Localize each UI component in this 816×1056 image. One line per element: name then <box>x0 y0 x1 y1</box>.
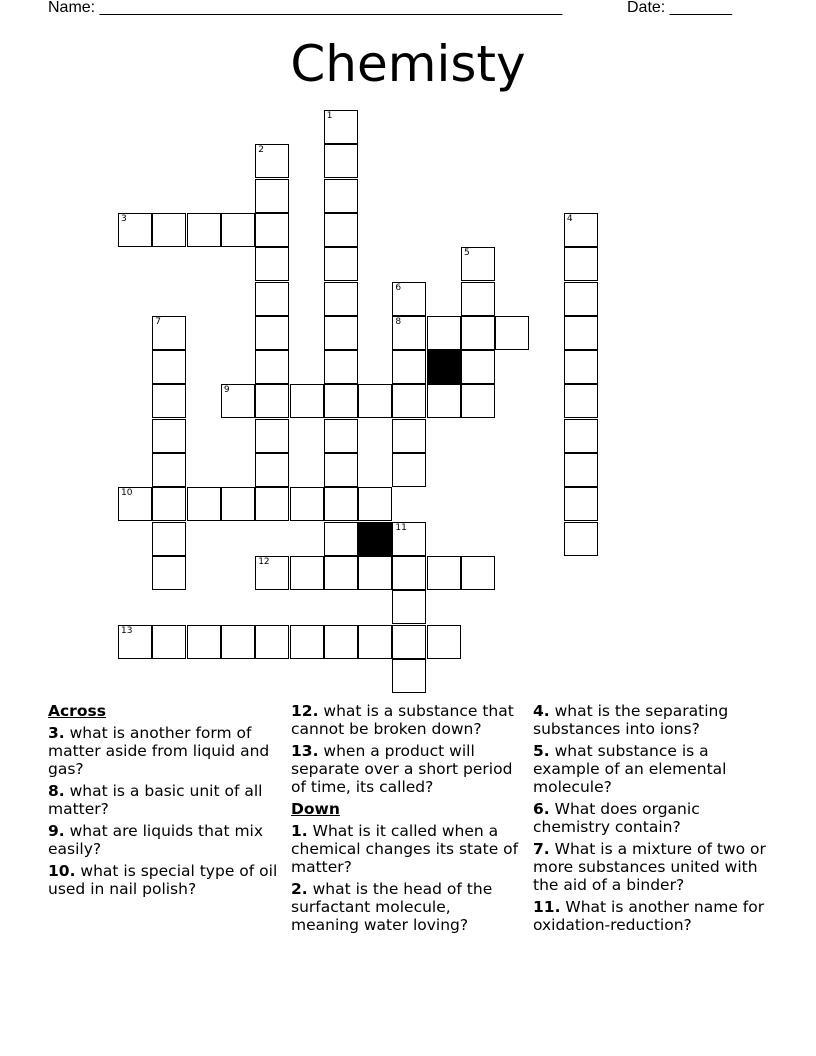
crossword-cell[interactable] <box>255 419 289 453</box>
crossword-cell[interactable] <box>324 316 358 350</box>
crossword-cell[interactable] <box>221 625 255 659</box>
clue-text: What does organic chemistry contain? <box>533 800 700 836</box>
clue-text: what is a basic unit of all matter? <box>48 782 263 818</box>
crossword-cell[interactable] <box>427 556 461 590</box>
crossword-cell[interactable] <box>461 316 495 350</box>
crossword-cell[interactable] <box>255 247 289 281</box>
clue-text: what is the head of the surfactant molecule, meaning water loving? <box>291 880 493 934</box>
crossword-cell[interactable] <box>564 384 598 418</box>
clue-number: 12. <box>291 702 319 720</box>
crossword-cell[interactable] <box>324 110 358 144</box>
crossword-cell[interactable] <box>564 282 598 316</box>
crossword-cell[interactable] <box>564 487 598 521</box>
clue-number-label: 9 <box>223 385 230 396</box>
clue-across-8 <box>48 782 284 818</box>
crossword-cell[interactable] <box>392 625 426 659</box>
clue-number-label: 5 <box>464 248 470 259</box>
clue-text: what is another form of matter aside from liquid and gas? <box>48 724 270 778</box>
crossword-cell[interactable] <box>324 350 358 384</box>
clue-text: What is another name for oxidation-reduction? <box>533 898 765 934</box>
clue-number: 3. <box>48 724 65 742</box>
crossword-cell[interactable] <box>324 282 358 316</box>
clue-text: what is a substance that cannot be broken down? <box>291 702 514 738</box>
crossword-cell[interactable] <box>324 247 358 281</box>
crossword-cell[interactable] <box>392 350 426 384</box>
crossword-cell[interactable] <box>461 384 495 418</box>
crossword-cell[interactable] <box>358 487 392 521</box>
crossword-cell[interactable] <box>255 556 289 590</box>
crossword-cell[interactable] <box>392 659 426 693</box>
crossword-cell[interactable] <box>255 282 289 316</box>
crossword-cell[interactable] <box>461 556 495 590</box>
crossword-cell[interactable] <box>221 213 255 247</box>
clue-number-label: 10 <box>121 488 133 499</box>
crossword-cell[interactable] <box>324 419 358 453</box>
crossword-cell[interactable] <box>324 556 358 590</box>
crossword-cell[interactable] <box>290 384 324 418</box>
crossword-cell[interactable] <box>324 625 358 659</box>
clue-text: What is it called when a chemical changes its state of matter? <box>291 822 519 876</box>
clue-number: 8. <box>48 782 65 800</box>
clue-across-13 <box>291 742 523 796</box>
clue-number-label: 3 <box>121 213 127 224</box>
across-heading: Across <box>48 702 106 720</box>
clue-number: 5. <box>533 742 550 760</box>
crossword-cell[interactable] <box>564 316 598 350</box>
crossword-cell[interactable] <box>564 453 598 487</box>
clue-number-label: 12 <box>258 556 270 567</box>
crossword-cell[interactable] <box>152 453 186 487</box>
crossword-cell[interactable] <box>392 316 426 350</box>
crossword-cell[interactable] <box>290 625 324 659</box>
clue-across-12 <box>291 702 523 738</box>
crossword-cell[interactable] <box>118 487 152 521</box>
crossword-cell[interactable] <box>461 247 495 281</box>
crossword-cell[interactable] <box>564 350 598 384</box>
down-heading: Down <box>291 800 340 818</box>
clue-number-label: 2 <box>258 145 264 156</box>
crossword-cell[interactable] <box>187 487 221 521</box>
clue-number-label: 6 <box>395 282 402 293</box>
clue-text: what substance is a example of an elemental molecule? <box>533 742 727 796</box>
clue-column-3 <box>533 702 773 938</box>
clue-text: what is the separating substances into ions? <box>533 702 729 738</box>
crossword-cell[interactable] <box>358 384 392 418</box>
crossword-cell[interactable] <box>255 384 289 418</box>
crossword-cell[interactable] <box>187 213 221 247</box>
clue-down-7 <box>533 840 773 894</box>
clue-number-label: 13 <box>121 625 133 636</box>
crossword-cell[interactable] <box>324 213 358 247</box>
clue-across-10 <box>48 862 284 898</box>
crossword-cell[interactable] <box>152 487 186 521</box>
clue-number-label: 8 <box>395 316 402 327</box>
clue-number: 9. <box>48 822 65 840</box>
crossword-cell[interactable] <box>564 247 598 281</box>
crossword-cell[interactable] <box>392 522 426 556</box>
crossword-cell[interactable] <box>461 350 495 384</box>
crossword-cell[interactable] <box>221 384 255 418</box>
crossword-cell[interactable] <box>187 625 221 659</box>
crossword-cell[interactable] <box>392 384 426 418</box>
clue-number: 6. <box>533 800 550 818</box>
clue-across-9 <box>48 822 284 858</box>
clue-down-5 <box>533 742 773 796</box>
clue-number-label: 7 <box>155 316 162 327</box>
date-field-label: Date: _______ <box>627 0 732 16</box>
crossword-cell[interactable] <box>152 522 186 556</box>
clue-number: 4. <box>533 702 550 720</box>
crossword-cell[interactable] <box>564 419 598 453</box>
crossword-cell[interactable] <box>118 625 152 659</box>
clue-text: what are liquids that mix easily? <box>48 822 264 858</box>
crossword-cell[interactable] <box>255 179 289 213</box>
crossword-cell[interactable] <box>427 316 461 350</box>
crossword-cell[interactable] <box>392 282 426 316</box>
clue-down-6 <box>533 800 773 836</box>
crossword-cell[interactable] <box>152 316 186 350</box>
clue-number-label: 1 <box>326 111 333 121</box>
crossword-cell[interactable] <box>255 487 289 521</box>
clue-text: What is a mixture of two or more substances united with the aid of a binder? <box>533 840 766 894</box>
clue-down-1 <box>291 822 523 876</box>
clue-number-label: 11 <box>395 522 407 533</box>
clue-text: what is special type of oil used in nail polish? <box>48 862 278 898</box>
clue-number: 13. <box>291 742 319 760</box>
crossword-cell[interactable] <box>564 522 598 556</box>
crossword-cell[interactable] <box>427 625 461 659</box>
clue-number: 7. <box>533 840 550 858</box>
crossword-cell[interactable] <box>255 144 289 178</box>
crossword-cell[interactable] <box>221 487 255 521</box>
clue-down-4 <box>533 702 773 738</box>
crossword-cell[interactable] <box>324 144 358 178</box>
crossword-cell[interactable] <box>564 213 598 247</box>
crossword-cell[interactable] <box>358 556 392 590</box>
crossword-cell[interactable] <box>324 487 358 521</box>
crossword-cell[interactable] <box>255 350 289 384</box>
clue-across-3 <box>48 724 284 778</box>
crossword-cell[interactable] <box>392 453 426 487</box>
puzzle-title: Chemisty <box>290 35 526 93</box>
crossword-cell[interactable] <box>255 316 289 350</box>
clue-number: 11. <box>533 898 561 916</box>
black-square <box>427 350 461 384</box>
clue-number: 2. <box>291 880 308 898</box>
crossword-cell[interactable] <box>427 384 461 418</box>
crossword-cell[interactable] <box>324 453 358 487</box>
clue-number-label: 4 <box>566 213 573 224</box>
crossword-cell[interactable] <box>290 487 324 521</box>
crossword-cell[interactable] <box>152 350 186 384</box>
clue-down-11 <box>533 898 773 934</box>
clue-column-2 <box>291 702 523 938</box>
crossword-cell[interactable] <box>392 556 426 590</box>
crossword-cell[interactable] <box>152 213 186 247</box>
crossword-cell[interactable] <box>255 453 289 487</box>
crossword-cell[interactable] <box>152 625 186 659</box>
crossword-cell[interactable] <box>152 419 186 453</box>
crossword-cell[interactable] <box>392 419 426 453</box>
crossword-cell[interactable] <box>152 556 186 590</box>
crossword-cell[interactable] <box>495 316 529 350</box>
crossword-cell[interactable] <box>255 213 289 247</box>
name-field-label: Name: ____________________________________________________ <box>48 0 563 16</box>
crossword-cell[interactable] <box>255 625 289 659</box>
clue-down-2 <box>291 880 523 934</box>
black-square <box>358 522 392 556</box>
crossword-cell[interactable] <box>324 522 358 556</box>
crossword-cell[interactable] <box>324 179 358 213</box>
clue-column-1 <box>48 702 284 902</box>
clue-text: when a product will separate over a short period of time, its called? <box>291 742 513 796</box>
crossword-cell[interactable] <box>290 556 324 590</box>
clue-number: 1. <box>291 822 308 840</box>
crossword-cell[interactable] <box>461 282 495 316</box>
crossword-cell[interactable] <box>152 384 186 418</box>
clue-number: 10. <box>48 862 76 880</box>
crossword-cell[interactable] <box>392 590 426 624</box>
crossword-cell[interactable] <box>324 384 358 418</box>
crossword-cell[interactable] <box>358 625 392 659</box>
crossword-cell[interactable] <box>118 213 152 247</box>
